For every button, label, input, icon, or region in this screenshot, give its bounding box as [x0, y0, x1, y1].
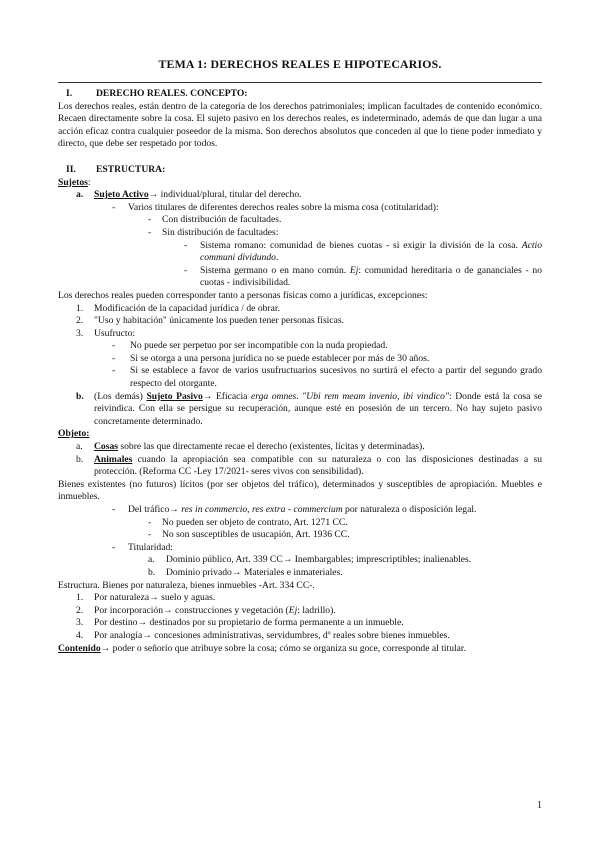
con-distribucion-item: - Con distribución de facultades. — [148, 214, 282, 226]
objeto-label: Objeto: — [58, 428, 90, 440]
sin-distribucion-item: - Sin distribución de facultades: — [148, 226, 279, 238]
arrow-icon: → — [148, 189, 159, 201]
arrow-icon: → — [231, 566, 242, 578]
arrow-icon: → — [163, 604, 173, 616]
cotitularidad-item: - Varios titulares de diferentes derechos reales sobre la misma cosa (cotitularidad): — [112, 201, 439, 213]
sujetos-label: Sujetos: — [58, 176, 91, 188]
estructura-item-1: 1. Por naturaleza→ suelo y aguas. — [76, 592, 216, 604]
title-divider — [58, 82, 542, 83]
section-1-title: DERECHO REALES. CONCEPTO: — [96, 88, 248, 99]
sistema-romano-item: - Sistema romano: comunidad de bienes cuotas - si exigir la división de la cosa. Actio communi dividundo. — [184, 239, 542, 264]
section-1-body: Los derechos reales, están dentro de la categoría de los derechos patrimoniales; implican facultades de contenido económico. Recaen directamente sobre la cosa. El sujeto pasivo en los derechos reales, es indeterminado, además de que dan lugar a una acción eficaz contra cualquier poseedor de la misma. Son derechos absolutos que conceden al que lo tiene poder inmediato y directo, que debe ser respetado por todos. — [58, 100, 542, 150]
animales-item: b. Animales cuando la apropiación sea compatible con su naturaleza o con las disposiciones destinadas a su protección. (Reforma CC -Ley 17/2021- seres vivos con sensibilidad). — [76, 453, 542, 478]
arrow-icon: → — [202, 390, 213, 402]
sujeto-activo-item: a. Sujeto Activo→ individual/plural, titular del derecho. — [76, 189, 302, 201]
arrow-icon: → — [169, 504, 179, 515]
sistema-germano-item: - Sistema germano o en mano común. Ej: comunidad hereditaria o de gananciales - no cuotas - indivisibilidad. — [184, 264, 542, 289]
page-title: TEMA 1: DERECHOS REALES E HIPOTECARIOS. — [158, 57, 442, 71]
section-1-heading: I. DERECHO REALES. CONCEPTO: — [66, 88, 248, 99]
excepcion-1: 1. Modificación de la capacidad jurídica / de obrar. — [76, 302, 280, 314]
arrow-icon: → — [142, 629, 152, 641]
section-2-title: ESTRUCTURA: — [96, 163, 166, 175]
estructura-item-2: 2. Por incorporación→ construcciones y vegetación (Ej: ladrillo). — [76, 604, 336, 616]
titularidad-subitem-b: b. Dominio privado→ Materiales e inmateriales. — [148, 566, 343, 578]
sujeto-pasivo-item: b. (Los demás) Sujeto Pasivo→ Eficacia erga omnes. "Ubi rem meam invenio, ibi vindico": Donde está la cosa se reivindica. Con ella se persigue su recuperación, aunque esté en posesión de un tercero. No hay sujeto pasivo concretamente determinado. — [76, 390, 542, 427]
estructura-paragraph: Estructura. Bienes por naturaleza, bienes inmuebles -Art. 334 CC-. — [58, 579, 315, 591]
titularidad-item: - Titularidad: — [112, 541, 173, 553]
excepcion-3: 3. Usufructo: — [76, 327, 136, 339]
trafico-subitem-2: - No son susceptibles de usucapión, Art. 1936 CC. — [148, 529, 350, 541]
titularidad-subitem-a: a. Dominio público, Art. 339 CC→ Inembargables; imprescriptibles; inalienables. — [148, 554, 472, 566]
arrow-icon: → — [137, 617, 148, 629]
usufructo-item-2: - Si se otorga a una persona jurídica no se puede establecer por más de 30 años. — [112, 352, 430, 364]
excepcion-2: 2. "Uso y habitación" únicamente los pueden tener personas físicas. — [76, 315, 344, 327]
usufructo-item-1: - No puede ser perpetuo por ser incompatible con la nuda propiedad. — [112, 340, 388, 352]
section-2-heading: II. ESTRUCTURA: — [66, 163, 166, 175]
trafico-subitem-1: - No pueden ser objeto de contrato, Art. 1271 CC. — [148, 516, 348, 528]
personas-paragraph: Los derechos reales pueden corresponder tanto a personas físicas como a jurídicas, excepciones: — [58, 289, 428, 301]
trafico-item: - Del tráfico→ res in commercio, res extra - commercium por naturaleza o disposición legal. — [112, 504, 477, 515]
arrow-icon: → — [149, 592, 159, 604]
document-body — [58, 88, 542, 655]
arrow-icon: → — [282, 554, 293, 566]
page-number: 1 — [537, 800, 542, 811]
usufructo-item-3: - Si se establece a favor de varios usufructuarios sucesivos no surtirá el efecto a partir del segundo grado respecto del otorgante. — [112, 365, 542, 390]
bienes-paragraph: Bienes existentes (no futuros) lícitos (por ser objetos del tráfico), determinados y susceptibles de apropiación. Muebles e inmuebles. — [58, 478, 542, 503]
arrow-icon: → — [100, 642, 111, 654]
contenido-paragraph: Contenido→ poder o señorío que atribuye sobre la cosa; cómo se organiza su goce, corresponde al titular. — [58, 642, 466, 654]
estructura-item-4: 4. Por analogía→ concesiones administrativas, servidumbres, dº reales sobre bienes inmuebles. — [76, 629, 450, 641]
cosas-item: a. Cosas sobre las que directamente recae el derecho (existentes, lícitas y determinadas). — [76, 441, 425, 453]
estructura-item-3: 3. Por destino→ destinados por su propietario de forma permanente a un inmueble. — [76, 617, 404, 629]
